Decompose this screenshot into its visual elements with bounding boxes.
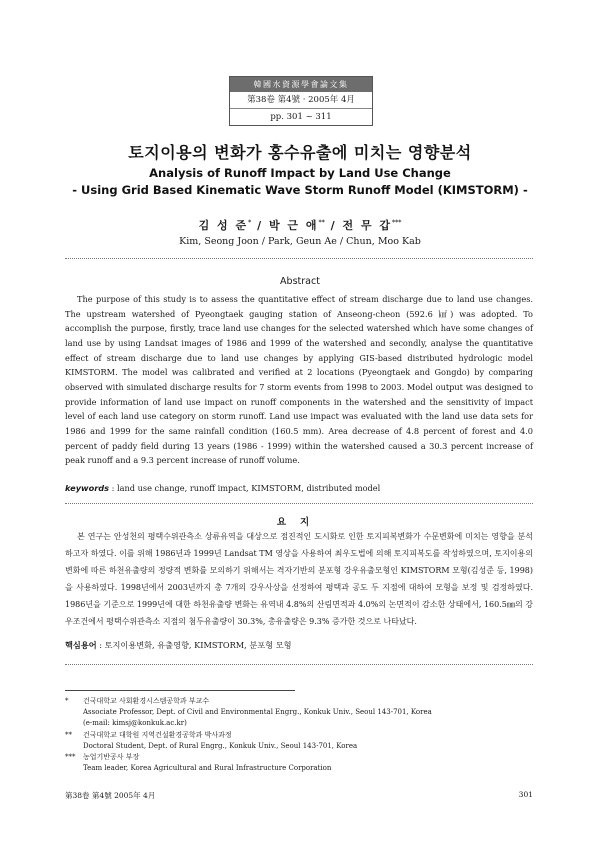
author-separator: / xyxy=(324,219,343,232)
abstract-keywords xyxy=(65,483,533,493)
author-separator: / xyxy=(251,219,269,232)
keywords-label: keywords xyxy=(65,483,110,493)
footnote-text: Associate Professor, Dept. of Civil and Environmental Engrg., Konkuk Univ., Seoul 143-701, Korea xyxy=(83,708,432,717)
footnote-text: (e-mail: kimsj@konkuk.ac.kr) xyxy=(83,719,187,728)
author-3-mark: *** xyxy=(392,219,402,227)
author-2-name: 박 근 애 xyxy=(268,219,319,232)
yoji-heading: 요지 xyxy=(276,517,324,528)
footnote-line xyxy=(65,752,533,763)
title-english-line2: - Using Grid Based Kinematic Wave Storm Runoff Model (KIMSTORM) - xyxy=(72,183,528,197)
yoji-keywords xyxy=(65,640,533,651)
footnote-line xyxy=(65,763,533,774)
footnote-mark: ** xyxy=(65,730,72,739)
footnote-line xyxy=(65,730,533,741)
divider xyxy=(65,664,533,665)
footer-journal-issue: 第38卷 第4號 2005年 4月 xyxy=(65,791,156,800)
yoji-keywords-label: 핵심용어 xyxy=(65,640,97,650)
divider xyxy=(65,258,533,259)
author-2-mark: ** xyxy=(318,219,325,227)
footnote-line xyxy=(65,741,533,752)
footnote-text: 농업기반공사 부장 xyxy=(83,752,140,761)
author-1-mark: * xyxy=(248,219,252,227)
footnote-text: Team leader, Korea Agricultural and Rural Infrastructure Corporation xyxy=(83,764,332,773)
title-english-line1: Analysis of Runoff Impact by Land Use Change xyxy=(149,166,451,180)
journal-pages: pp. 301 ~ 311 xyxy=(270,112,332,122)
yoji-keywords-list: : 토지이용변화, 유출영향, KIMSTORM, 분포형 모형 xyxy=(96,640,292,650)
footnote-line xyxy=(65,696,533,707)
keywords-list: : land use change, runoff impact, KIMSTORM, distributed model xyxy=(109,483,381,493)
footnote-mark: * xyxy=(65,697,69,705)
journal-volume: 第38卷 第4號 · 2005年 4月 xyxy=(230,92,372,109)
page-number: 301 xyxy=(518,790,533,799)
footnote-text: 건국대학교 사회환경시스템공학과 부교수 xyxy=(83,697,210,705)
author-1-name: 김 성 준 xyxy=(198,219,249,232)
authors-korean xyxy=(0,217,600,233)
divider xyxy=(65,503,533,504)
abstract-heading: Abstract xyxy=(280,276,320,287)
footnotes xyxy=(65,696,533,774)
author-3-name: 전 무 갑 xyxy=(342,219,392,232)
footnote-rule xyxy=(65,690,295,691)
journal-name: 韓國水資源學會論文集 xyxy=(230,77,372,92)
footnote-mark: *** xyxy=(65,752,76,761)
authors-english: Kim, Seong Joon / Park, Geun Ae / Chun, Moo Kab xyxy=(179,236,421,247)
footnote-line xyxy=(65,718,533,729)
abstract-text: The purpose of this study is to assess the quantitative effect of stream discharge due to land use changes. The upstream watershed of Pyeongtaek gauging station of Anseong-cheon (592.6 ㎢) was adopted. To accomplish the purpose, firstly, trace land use changes for the selected watershed which have some changes of land use by using Landsat images of 1986 and 1999 of the watershed and secondly, analyse the quantitative effect of stream discharge due to land use changes by applying GIS-based distributed hydrologic model KIMSTORM. The model was calibrated and verified at 2 locations (Pyeongtaek and Gongdo) by comparing observed with simulated discharge results for 7 storm events from 1998 to 2003. Model output was designed to provide information of land use impact on runoff components in the watershed and the sensitivity of impact level of each land use category on storm runoff. Land use impact was evaluated with the land use data sets for 1986 and 1999 for the same rainfall condition (160.5 mm). Area decrease of 4.8 percent of forest and 4.0 percent of paddy field during 13 years (1986 - 1999) within the watershed caused a 30.3 percent increase of peak runoff and a 9.3 percent increase of runoff volume. xyxy=(65,294,533,466)
footnote-text: 건국대학교 대학원 지역건설환경공학과 박사과정 xyxy=(83,730,232,739)
title-korean: 토지이용의 변화가 홍수유출에 미치는 영향분석 xyxy=(128,143,472,162)
footnote-text: Doctoral Student, Dept. of Rural Engrg., Konkuk Univ., Seoul 143-701, Korea xyxy=(83,741,358,750)
footnote-line xyxy=(65,707,533,718)
yoji-text: 본 연구는 안성천의 평택수위관측소 상류유역을 대상으로 점진적인 도시화로 인한 토지피복변화가 수문변화에 미치는 영향을 분석하고자 하였다. 이를 위해 1986년과 1999년 Landsat TM 영상을 사용하여 최우도법에 의해 토지피복도를 작성하였으며, 토지이용의 변화에 따른 하천유출량의 정량적 변화를 모의하기 위해서는 격자기반의 분포형 강우유출모형인 KIMSTORM 모형(김성준 등, 1998)을 사용하였다. 1998년에서 2003년까지 총 7개의 강우사상을 선정하여 평택과 공도 두 지점에 대하여 모형을 보정 및 검정하였다. 1986년을 기준으로 1999년에 대한 하천유출량 변화는 유역내 4.8%의 산림면적과 4.0%의 논면적이 감소한 상태에서, 160.5㎜의 강우조건에서 평택수위관측소 지점의 첨두유출량이 30.3%, 총유출량은 9.3% 증가한 것으로 나타났다. xyxy=(65,532,533,626)
journal-info-box xyxy=(229,76,373,126)
